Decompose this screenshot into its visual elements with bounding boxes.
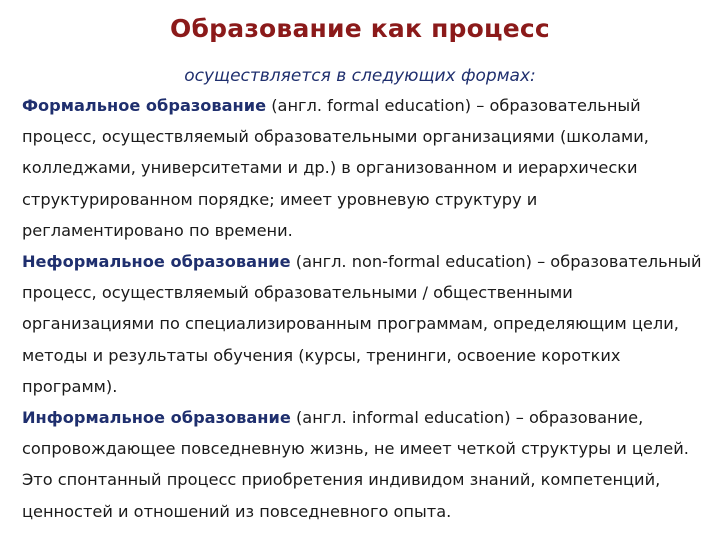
definition-informal bbox=[22, 402, 704, 527]
definition-text-formal: (англ. formal education) – образовательный процесс, осуществляемый образовательными организациями (школами, колледжами, университетами и др.) в организованном и иерархически структурированном порядке; имеет уровневую структуру и регламентировано по времени. bbox=[22, 96, 649, 240]
term-formal: Формальное образование bbox=[22, 96, 267, 115]
slide-title: Образование как процесс bbox=[170, 14, 550, 43]
definition-text-non-formal: (англ. non-formal education) – образовательный процесс, осуществляемый образовательными / общественными организациями по специализированным программам, определяющим цели, методы и результаты обучения (курсы, тренинги, освоение коротких программ). bbox=[22, 252, 702, 396]
term-informal: Информальное образование bbox=[22, 408, 291, 428]
term-non-formal: Неформальное образование bbox=[22, 252, 291, 272]
slide-subtitle: осуществляется в следующих формах: bbox=[184, 66, 536, 86]
slide-body bbox=[22, 90, 704, 527]
definition-text-informal: (англ. informal education) – образование, сопровождающее повседневную жизнь, не имеет четкой структуры и целей. Это спонтанный процесс приобретения индивидом знаний, компетенций, ценностей и отношений из повседневного опыта. bbox=[22, 408, 689, 521]
definition-formal bbox=[22, 90, 704, 246]
definition-non-formal bbox=[22, 246, 704, 402]
